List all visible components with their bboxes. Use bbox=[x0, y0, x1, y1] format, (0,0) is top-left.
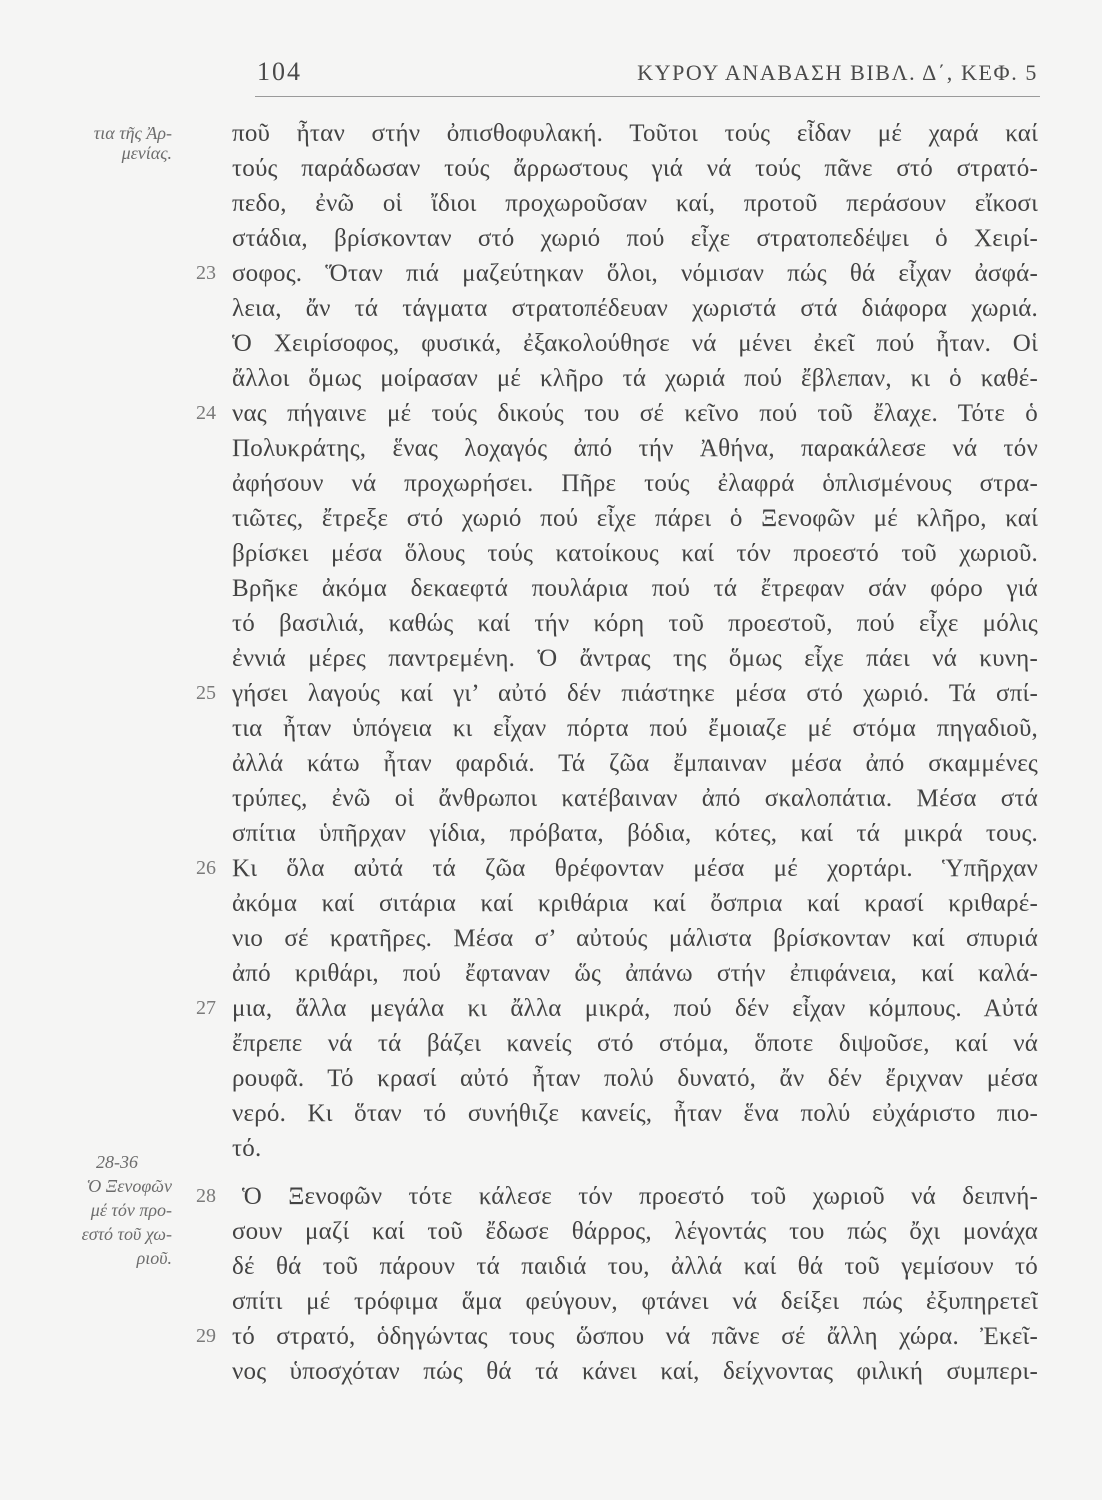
text-line: ποῦ ἦταν στήν ὀπισθοφυλακή. Τοῦτοι τούς εἶδαν μέ χαρά καί bbox=[232, 120, 1038, 147]
body-paragraph bbox=[196, 1179, 1038, 1389]
body-paragraph bbox=[196, 116, 1038, 1166]
text-line bbox=[196, 1179, 1038, 1214]
section-number: 23 bbox=[196, 262, 216, 284]
text-line: τιῶτες, ἔτρεξε στό χωριό πού εἶχε πάρει ὁ Ξενοφῶν μέ κλῆρο, καί bbox=[232, 505, 1038, 532]
text-line bbox=[196, 396, 1038, 431]
page-number: 104 bbox=[257, 57, 302, 86]
text-line: τια ἦταν ὑπόγεια κι εἶχαν πόρτα πού ἔμοιαζε μέ στόμα πηγαδιοῦ, bbox=[232, 715, 1038, 742]
margin-note-line: εστό τοῦ χω- bbox=[81, 1224, 172, 1244]
line-text: γήσει λαγούς καί γι’ αὐτό δέν πιάστηκε μέσα στό χωριό. Τά σπί- bbox=[232, 680, 1038, 707]
text-line: τό βασιλιά, καθώς καί τήν κόρη τοῦ προεστοῦ, πού εἶχε μόλις bbox=[232, 610, 1038, 637]
margin-note bbox=[52, 123, 172, 163]
text-line: ἀφήσουν νά προχωρήσει. Πῆρε τούς ἐλαφρά ὁπλισμένους στρα- bbox=[232, 470, 1038, 497]
text-line: τούς παράδωσαν τούς ἄρρωστους γιά νά τούς πᾶνε στό στρατό- bbox=[232, 155, 1038, 182]
text-line: Βρῆκε ἀκόμα δεκαεφτά πουλάρια πού τά ἔτρεφαν σάν φόρο γιά bbox=[232, 575, 1038, 602]
margin-note-range: 28-36 bbox=[96, 1152, 138, 1172]
text-line: στάδια, βρίσκονταν στό χωριό πού εἶχε στρατοπεδέψει ὁ Χειρί- bbox=[232, 225, 1038, 252]
section-number: 27 bbox=[196, 997, 216, 1019]
line-text: Ὁ Ξενοφῶν τότε κάλεσε τόν προεστό τοῦ χωριοῦ νά δειπνή- bbox=[242, 1183, 1038, 1210]
text-line: σπίτι μέ τρόφιμα ἅμα φεύγουν, φτάνει νά δείξει πώς ἐξυπηρετεῖ bbox=[232, 1288, 1038, 1315]
text-line: λεια, ἄν τά τάγματα στρατοπέδευαν χωριστά στά διάφορα χωριά. bbox=[232, 295, 1038, 322]
section-number: 24 bbox=[196, 402, 216, 424]
text-line: ἐννιά μέρες παντρεμένη. Ὁ ἄντρας της ὅμως εἶχε πάει νά κυνη- bbox=[232, 645, 1038, 672]
section-number: 28 bbox=[196, 1185, 216, 1207]
line-text: νας πήγαινε μέ τούς δικούς του σέ κεῖνο πού τοῦ ἔλαχε. Τότε ὁ bbox=[232, 400, 1038, 427]
margin-note-line: ριοῦ. bbox=[136, 1248, 172, 1268]
text-line: ἀλλά κάτω ἦταν φαρδιά. Τά ζῶα ἔμπαιναν μέσα ἀπό σκαμμένες bbox=[232, 750, 1038, 777]
line-text: Κι ὅλα αὐτά τά ζῶα θρέφονταν μέσα μέ χορτάρι. Ὑπῆρχαν bbox=[232, 855, 1038, 882]
text-line: ἄλλοι ὅμως μοίρασαν μέ κλῆρο τά χωριά πού ἔβλεπαν, κι ὁ καθέ- bbox=[232, 365, 1038, 392]
text-line: δέ θά τοῦ πάρουν τά παιδιά του, ἀλλά καί θά τοῦ γεμίσουν τό bbox=[232, 1253, 1038, 1280]
text-line: Πολυκράτης, ἕνας λοχαγός ἀπό τήν Ἀθήνα, παρακάλεσε νά τόν bbox=[232, 435, 1038, 462]
text-line: βρίσκει μέσα ὅλους τούς κατοίκους καί τόν προεστό τοῦ χωριοῦ. bbox=[232, 540, 1038, 567]
text-line: νιο σέ κρατῆρες. Μέσα σ’ αὐτούς μάλιστα βρίσκονταν καί σπυριά bbox=[232, 925, 1038, 952]
text-line: Ὁ Χειρίσοφος, φυσικά, ἐξακολούθησε νά μένει ἐκεῖ πού ἦταν. Οἱ bbox=[232, 330, 1038, 357]
margin-note-line: τια τῆς Ἀρ- bbox=[93, 123, 172, 143]
text-line: νερό. Κι ὅταν τό συνήθιζε κανείς, ἦταν ἕνα πολύ εὐχάριστο πιο- bbox=[232, 1100, 1038, 1127]
text-line bbox=[196, 1319, 1038, 1354]
text-line: τρύπες, ἐνῶ οἱ ἄνθρωποι κατέβαιναν ἀπό σκαλοπάτια. Μέσα στά bbox=[232, 785, 1038, 812]
text-line: τό. bbox=[232, 1135, 262, 1162]
margin-note-line: μενίας. bbox=[121, 143, 172, 163]
text-line: νος ὑποσχόταν πώς θά τά κάνει καί, δείχνοντας φιλική συμπερι- bbox=[232, 1358, 1038, 1385]
text-line: ἀκόμα καί σιτάρια καί κριθάρια καί ὄσπρια καί κρασί κριθαρέ- bbox=[232, 890, 1038, 917]
text-line bbox=[196, 676, 1038, 711]
margin-note-line: Ὁ Ξενοφῶν bbox=[86, 1176, 172, 1196]
margin-note-line: μέ τόν προ- bbox=[90, 1200, 172, 1220]
section-number: 29 bbox=[196, 1325, 216, 1347]
line-text: τό στρατό, ὁδηγώντας τους ὥσπου νά πᾶνε σέ ἄλλη χώρα. Ἐκεῖ- bbox=[232, 1323, 1038, 1350]
running-title: ΚΥΡΟΥ ΑΝΑΒΑΣΗ ΒΙΒΛ. Δ΄, ΚΕΦ. 5 bbox=[637, 60, 1038, 85]
section-number: 26 bbox=[196, 857, 216, 879]
text-line: σουν μαζί καί τοῦ ἔδωσε θάρρος, λέγοντάς του πώς ὄχι μονάχα bbox=[232, 1218, 1038, 1245]
text-line bbox=[196, 256, 1038, 291]
line-text: μια, ἄλλα μεγάλα κι ἄλλα μικρά, πού δέν εἶχαν κόμπους. Αὐτά bbox=[232, 995, 1038, 1022]
section-number: 25 bbox=[196, 682, 216, 704]
text-line: σπίτια ὑπῆρχαν γίδια, πρόβατα, βόδια, κότες, καί τά μικρά τους. bbox=[232, 820, 1038, 847]
header-rule bbox=[255, 96, 1040, 97]
text-line: ἀπό κριθάρι, πού ἔφταναν ὥς ἀπάνω στήν ἐπιφάνεια, καί καλά- bbox=[232, 960, 1038, 987]
line-text: σοφος. Ὅταν πιά μαζεύτηκαν ὅλοι, νόμισαν πώς θά εἶχαν ἀσφά- bbox=[232, 260, 1038, 287]
text-line bbox=[196, 991, 1038, 1026]
text-line bbox=[196, 851, 1038, 886]
text-line: ρουφᾶ. Τό κρασί αὐτό ἦταν πολύ δυνατό, ἄν δέν ἔριχναν μέσα bbox=[232, 1065, 1038, 1092]
text-line: πεδο, ἐνῶ οἱ ἴδιοι προχωροῦσαν καί, προτοῦ περάσουν εἴκοσι bbox=[232, 190, 1038, 217]
text-line: ἔπρεπε νά τά βάζει κανείς στό στόμα, ὅποτε διψοῦσε, καί νά bbox=[232, 1030, 1038, 1057]
margin-note bbox=[52, 1150, 172, 1270]
